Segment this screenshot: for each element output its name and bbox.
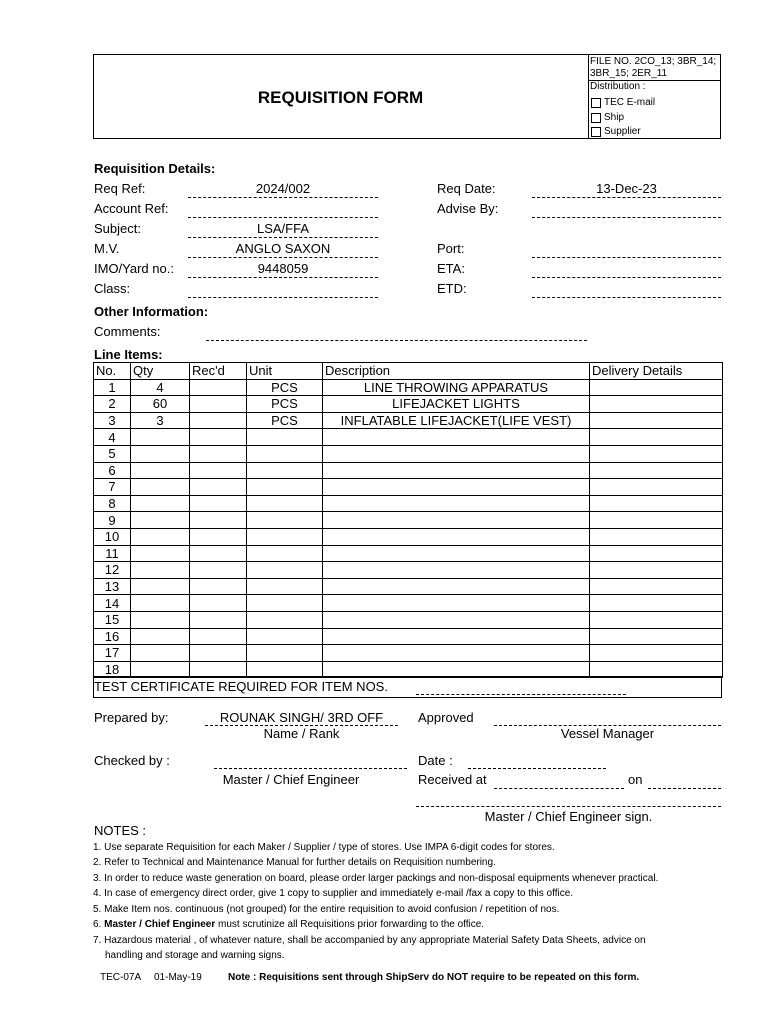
subject-label: Subject:	[94, 221, 141, 236]
cell-delivery[interactable]	[590, 578, 723, 595]
cell-recd[interactable]	[190, 611, 247, 628]
cell-description[interactable]	[323, 595, 590, 612]
cell-recd[interactable]	[190, 645, 247, 662]
cell-no: 12	[94, 562, 131, 579]
note-7: 7. Hazardous material , of whatever nature, shall be accompanied by any appropriate Material Safety Data Sheets, advice on	[93, 935, 646, 946]
distribution-label: Distribution :	[590, 81, 646, 92]
table-row	[94, 611, 723, 628]
req-ref-value[interactable]: 2024/002	[255, 181, 311, 196]
cell-unit[interactable]	[247, 462, 323, 479]
cell-unit[interactable]: PCS	[247, 379, 323, 396]
table-row	[94, 479, 723, 496]
advise-by-label: Advise By:	[437, 201, 499, 216]
note-6: 6. Master / Chief Engineer must scrutinize all Requisitions prior forwarding to the office.	[93, 919, 485, 930]
form-date: 01-May-19	[154, 972, 202, 983]
account-ref-label: Account Ref:	[94, 201, 169, 216]
master-ce-sign-label: Master / Chief Engineer sign.	[484, 809, 653, 824]
cell-qty[interactable]	[131, 479, 190, 496]
cell-recd[interactable]	[190, 462, 247, 479]
cell-qty[interactable]	[131, 611, 190, 628]
cell-description[interactable]	[323, 628, 590, 645]
cell-unit[interactable]	[247, 595, 323, 612]
line-items-heading: Line Items:	[94, 347, 163, 362]
cell-no: 8	[94, 495, 131, 512]
cell-no: 9	[94, 512, 131, 529]
cell-delivery[interactable]	[590, 611, 723, 628]
table-row	[94, 645, 723, 662]
cell-unit[interactable]	[247, 578, 323, 595]
table-row	[94, 495, 723, 512]
cell-description[interactable]	[323, 645, 590, 662]
cell-qty[interactable]	[131, 578, 190, 595]
distribution-option-label: Supplier	[604, 126, 641, 137]
cell-description[interactable]	[323, 479, 590, 496]
req-date-label: Req Date:	[437, 181, 496, 196]
column-header: Qty	[131, 363, 190, 380]
cell-description[interactable]	[323, 528, 590, 545]
comments-label: Comments:	[94, 324, 161, 339]
cell-delivery[interactable]	[590, 462, 723, 479]
cell-delivery[interactable]	[590, 379, 723, 396]
cell-recd[interactable]	[190, 445, 247, 462]
cell-qty[interactable]: 3	[131, 412, 190, 429]
table-row	[94, 396, 723, 413]
cell-no: 16	[94, 628, 131, 645]
cell-unit[interactable]	[247, 628, 323, 645]
column-header: No.	[94, 363, 131, 380]
cell-qty[interactable]	[131, 645, 190, 662]
note-7-continued: handling and storage and warning signs.	[105, 950, 285, 961]
cell-recd[interactable]	[190, 562, 247, 579]
note-4: 4. In case of emergency direct order, give 1 copy to supplier and immediately e-mail /fax a copy to this office.	[93, 888, 574, 899]
cell-unit[interactable]	[247, 495, 323, 512]
cell-unit[interactable]	[247, 611, 323, 628]
cell-recd[interactable]	[190, 545, 247, 562]
cell-description[interactable]	[323, 445, 590, 462]
column-header: Description	[323, 363, 590, 380]
cell-recd[interactable]	[190, 412, 247, 429]
cell-description[interactable]: LIFEJACKET LIGHTS	[323, 396, 590, 413]
table-row	[94, 462, 723, 479]
cell-unit[interactable]	[247, 445, 323, 462]
form-code: TEC-07A	[100, 972, 142, 983]
cell-unit[interactable]	[247, 528, 323, 545]
cell-qty[interactable]	[131, 462, 190, 479]
table-row	[94, 578, 723, 595]
cell-description[interactable]	[323, 429, 590, 446]
distribution-supplier[interactable]	[591, 126, 641, 137]
cell-delivery[interactable]	[590, 645, 723, 662]
cell-unit[interactable]	[247, 645, 323, 662]
cell-no: 14	[94, 595, 131, 612]
cell-description[interactable]	[323, 562, 590, 579]
cell-delivery[interactable]	[590, 479, 723, 496]
footer-note: Note : Requisitions sent through ShipServ do NOT require to be repeated on this form.	[228, 972, 640, 983]
mv-label: M.V.	[94, 241, 120, 256]
cell-delivery[interactable]	[590, 512, 723, 529]
cell-unit[interactable]: PCS	[247, 412, 323, 429]
column-header: Unit	[247, 363, 323, 380]
cell-description[interactable]	[323, 611, 590, 628]
note-6-bold: Master / Chief Engineer	[104, 919, 216, 930]
cell-unit[interactable]	[247, 479, 323, 496]
cell-qty[interactable]: 4	[131, 379, 190, 396]
supplier-checkbox[interactable]	[591, 127, 601, 137]
cell-delivery[interactable]	[590, 562, 723, 579]
approved-label: Approved	[418, 710, 474, 725]
cell-description[interactable]	[323, 462, 590, 479]
distribution-option-label: Ship	[604, 112, 625, 123]
notes-heading: NOTES :	[94, 823, 147, 838]
table-row	[94, 628, 723, 645]
cell-delivery[interactable]	[590, 595, 723, 612]
master-ce-label: Master / Chief Engineer	[222, 772, 360, 787]
cell-no: 7	[94, 479, 131, 496]
cell-qty[interactable]	[131, 512, 190, 529]
imo-value[interactable]: 9448059	[257, 261, 309, 276]
mv-value[interactable]: ANGLO SAXON	[235, 241, 331, 256]
cell-recd[interactable]	[190, 528, 247, 545]
cell-qty[interactable]: 60	[131, 396, 190, 413]
note-2: 2. Refer to Technical and Maintenance Manual for further details on Requisition numbering.	[93, 857, 496, 868]
table-row	[94, 429, 723, 446]
table-header-row	[94, 363, 723, 380]
note-3: 3. In order to reduce waste generation on board, please order larger packings and non-disposal equipments whenever practical.	[93, 873, 659, 884]
line-items-table	[93, 362, 723, 678]
cell-qty[interactable]	[131, 562, 190, 579]
cell-no: 4	[94, 429, 131, 446]
prepared-by-label: Prepared by:	[94, 710, 169, 725]
vessel-manager-label: Vessel Manager	[560, 726, 655, 741]
cell-qty[interactable]	[131, 429, 190, 446]
cell-unit[interactable]	[247, 429, 323, 446]
cell-description[interactable]	[323, 495, 590, 512]
cell-delivery[interactable]	[590, 396, 723, 413]
imo-label: IMO/Yard no.:	[94, 261, 174, 276]
port-label: Port:	[437, 241, 465, 256]
column-header: Delivery Details	[590, 363, 723, 380]
eta-label: ETA:	[437, 261, 465, 276]
table-row	[94, 412, 723, 429]
note-1: 1. Use separate Requisition for each Maker / Supplier / type of stores. Use IMPA 6-digit codes for stores.	[93, 842, 555, 853]
cell-delivery[interactable]	[590, 445, 723, 462]
cell-recd[interactable]	[190, 578, 247, 595]
req-ref-label: Req Ref:	[94, 181, 146, 196]
cell-no: 17	[94, 645, 131, 662]
cell-delivery[interactable]	[590, 429, 723, 446]
req-date-value[interactable]: 13-Dec-23	[596, 181, 657, 196]
cell-no: 6	[94, 462, 131, 479]
cell-recd[interactable]	[190, 396, 247, 413]
distribution-tec-email[interactable]	[591, 97, 655, 108]
column-header: Rec'd	[190, 363, 247, 380]
cell-no: 18	[94, 661, 131, 678]
requisition-details-heading: Requisition Details:	[94, 161, 216, 176]
cell-recd[interactable]	[190, 595, 247, 612]
cell-no: 10	[94, 528, 131, 545]
cell-qty[interactable]	[131, 445, 190, 462]
table-row	[94, 445, 723, 462]
cell-unit[interactable]	[247, 562, 323, 579]
cell-unit[interactable]	[247, 545, 323, 562]
cell-delivery[interactable]	[590, 528, 723, 545]
cell-description[interactable]: LINE THROWING APPARATUS	[323, 379, 590, 396]
cell-recd[interactable]	[190, 429, 247, 446]
note-5: 5. Make Item nos. continuous (not grouped) for the entire requisition to avoid confusion / repetition of nos.	[93, 904, 560, 915]
prepared-by-value[interactable]: ROUNAK SINGH/ 3RD OFF	[219, 710, 384, 725]
class-label: Class:	[94, 281, 131, 296]
cell-recd[interactable]	[190, 379, 247, 396]
other-information-heading: Other Information:	[94, 304, 209, 319]
cell-qty[interactable]	[131, 595, 190, 612]
subject-value[interactable]: LSA/FFA	[256, 221, 310, 236]
cell-delivery[interactable]	[590, 495, 723, 512]
cell-unit[interactable]	[247, 512, 323, 529]
cell-no: 2	[94, 396, 131, 413]
cell-delivery[interactable]	[590, 545, 723, 562]
cell-description[interactable]	[323, 512, 590, 529]
tec-email-checkbox[interactable]	[591, 98, 601, 108]
cell-recd[interactable]	[190, 512, 247, 529]
cell-no: 5	[94, 445, 131, 462]
etd-label: ETD:	[437, 281, 467, 296]
cell-no: 15	[94, 611, 131, 628]
distribution-option-label: TEC E-mail	[604, 97, 656, 108]
table-row	[94, 595, 723, 612]
cell-unit[interactable]: PCS	[247, 396, 323, 413]
cell-recd[interactable]	[190, 479, 247, 496]
cell-no: 1	[94, 379, 131, 396]
cell-delivery[interactable]	[590, 628, 723, 645]
on-label: on	[628, 772, 643, 787]
table-row	[94, 545, 723, 562]
cell-recd[interactable]	[190, 628, 247, 645]
cell-no: 13	[94, 578, 131, 595]
cell-description[interactable]	[323, 578, 590, 595]
cell-delivery[interactable]	[590, 412, 723, 429]
ship-checkbox[interactable]	[591, 113, 601, 123]
table-row	[94, 379, 723, 396]
cell-recd[interactable]	[190, 495, 247, 512]
received-at-label: Received at	[418, 772, 487, 787]
file-number: FILE NO. 2CO_13; 3BR_14; 3BR_15; 2ER_11	[590, 56, 717, 79]
cell-description[interactable]	[323, 545, 590, 562]
distribution-ship[interactable]	[591, 112, 624, 123]
cell-no: 11	[94, 545, 131, 562]
checked-by-label: Checked by :	[94, 753, 170, 768]
cell-no: 3	[94, 412, 131, 429]
cell-qty[interactable]	[131, 545, 190, 562]
name-rank-label: Name / Rank	[263, 726, 340, 741]
cell-qty[interactable]	[131, 495, 190, 512]
test-certificate-label: TEST CERTIFICATE REQUIRED FOR ITEM NOS.	[94, 679, 388, 694]
page-title: REQUISITION FORM	[257, 88, 424, 107]
table-row	[94, 528, 723, 545]
cell-qty[interactable]	[131, 528, 190, 545]
date-label: Date :	[418, 753, 453, 768]
table-row	[94, 562, 723, 579]
cell-description[interactable]: INFLATABLE LIFEJACKET(LIFE VEST)	[323, 412, 590, 429]
cell-qty[interactable]	[131, 628, 190, 645]
table-row	[94, 512, 723, 529]
